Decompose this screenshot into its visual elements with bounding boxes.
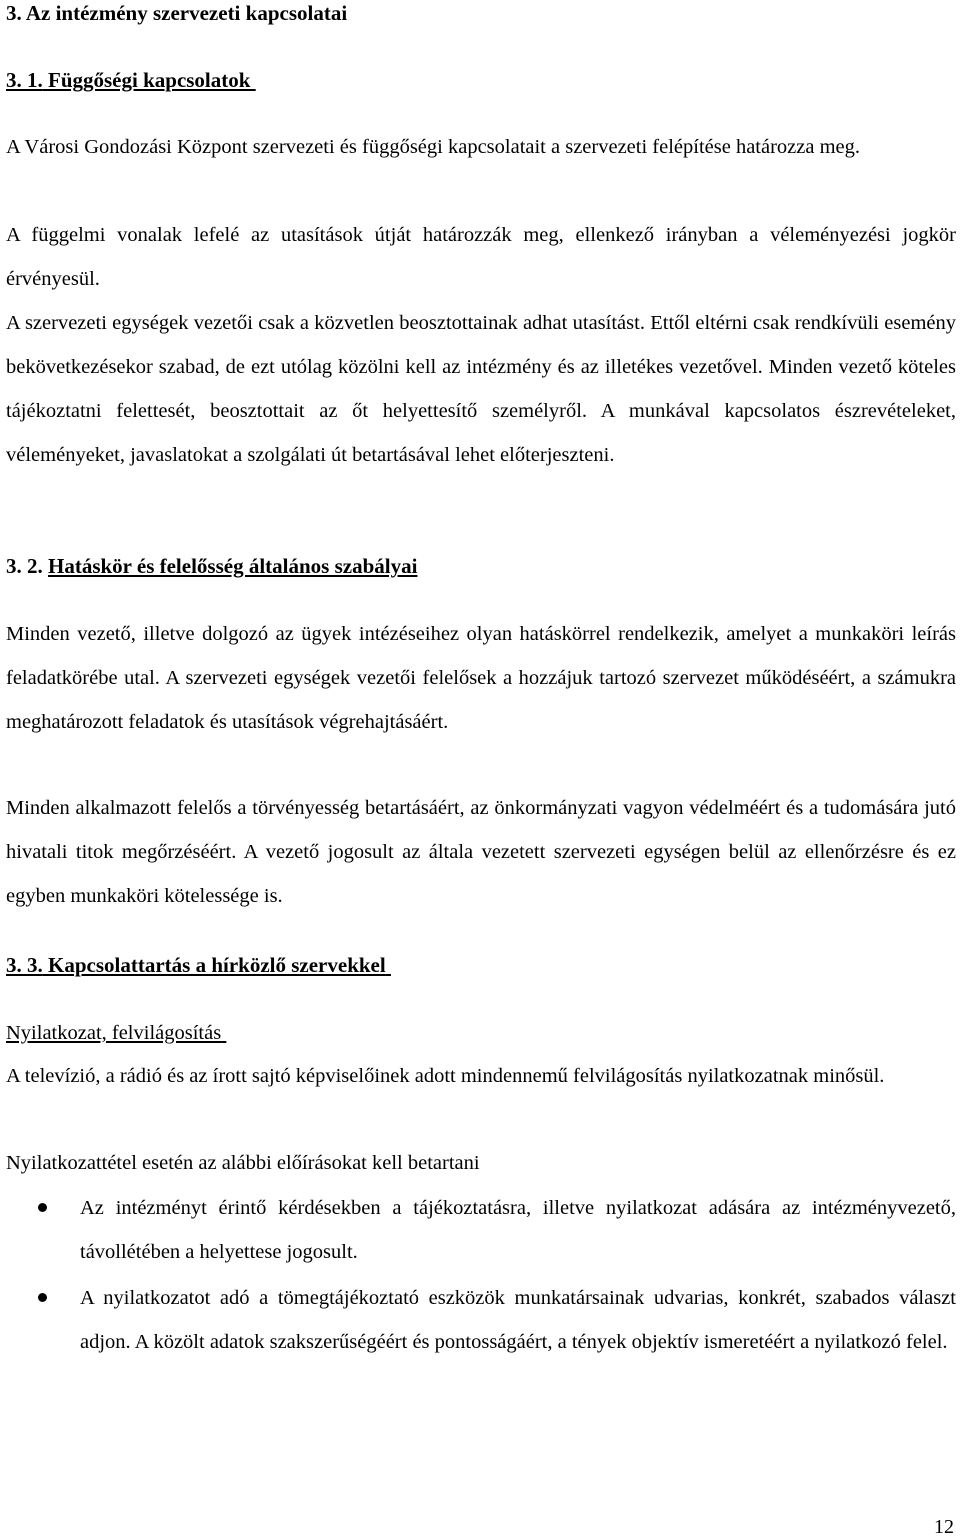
page-number: 12 bbox=[934, 1516, 954, 1538]
paragraph: Minden alkalmazott felelős a törvényesség betartásáért, az önkormányzati vagyon védelméért és a tudomására jutó hivatali titok megőrzéséért. A vezető jogosult az általa vezetett szervezeti egységen belül az ellenőrzésre és ez egyben munkaköri kötelessége is. bbox=[6, 797, 956, 907]
list-item-text: A nyilatkozatot adó a tömegtájékoztató eszközök munkatársainak udvarias, konkrét, szabados választ adjon. A közölt adatok szakszerűségéért és pontosságáért, a tények objektív ismeretéért a nyilatkozó felel. bbox=[80, 1287, 956, 1353]
bullet-icon bbox=[38, 1293, 47, 1302]
subsection-number: 3. 2. bbox=[6, 554, 43, 578]
subsection-heading-3 bbox=[6, 952, 391, 978]
section-heading: 3. Az intézmény szervezeti kapcsolatai bbox=[6, 1, 348, 25]
bullet-icon bbox=[38, 1203, 47, 1212]
subsection-heading-2 bbox=[6, 553, 417, 579]
subsection-title: Kapcsolattartás a hírközlő szervekkel bbox=[48, 953, 386, 977]
paragraph: Minden vezető, illetve dolgozó az ügyek intézéseihez olyan hatáskörrel rendelkezik, amelyet a munkaköri leírás feladatkörébe utal. A szervezeti egységek vezetői felelősek a hozzájuk tartozó szervezet működéséért, a számukra meghatározott feladatok és utasítások végrehajtásáért. bbox=[6, 623, 956, 733]
sub-subheading bbox=[6, 1020, 226, 1046]
paragraph: A szervezeti egységek vezetői csak a közvetlen beosztottainak adhat utasítást. Ettől eltérni csak rendkívüli esemény bekövetkezésekor szabad, de ezt utólag közölni kell az intézmény és az illetékes vezetővel. Minden vezető köteles tájékoztatni felettesét, beosztottait az őt helyettesítő személyről. A munkával kapcsolatos észrevételeket, véleményeket, javaslatokat a szolgálati út betartásával lehet előterjeszteni. bbox=[6, 312, 956, 466]
subsection-number: 3. 1. bbox=[6, 68, 43, 92]
subsection-title: Hatáskör és felelősség általános szabályai bbox=[48, 554, 418, 578]
paragraph: A függelmi vonalak lefelé az utasítások útját határozzák meg, ellenkező irányban a véleményezési jogkör érvényesül. bbox=[6, 224, 956, 290]
sub-subheading-text: Nyilatkozat, felvilágosítás bbox=[6, 1022, 222, 1044]
paragraph: Nyilatkozattétel esetén az alábbi előírásokat kell betartani bbox=[6, 1152, 480, 1174]
list-item-text: Az intézményt érintő kérdésekben a tájékoztatásra, illetve nyilatkozat adására az intézményvezető, távollétében a helyettese jogosult. bbox=[80, 1197, 956, 1263]
subsection-number: 3. 3. bbox=[6, 953, 43, 977]
list-item bbox=[80, 1186, 956, 1274]
list-item bbox=[80, 1276, 956, 1364]
paragraph: A Városi Gondozási Központ szervezeti és függőségi kapcsolatait a szervezeti felépítése határozza meg. bbox=[6, 136, 861, 158]
subsection-title: Függőségi kapcsolatok bbox=[48, 68, 251, 92]
subsection-heading-1 bbox=[6, 67, 256, 93]
paragraph: A televízió, a rádió és az írott sajtó képviselőinek adott mindennemű felvilágosítás nyilatkozatnak minősül. bbox=[6, 1065, 885, 1087]
